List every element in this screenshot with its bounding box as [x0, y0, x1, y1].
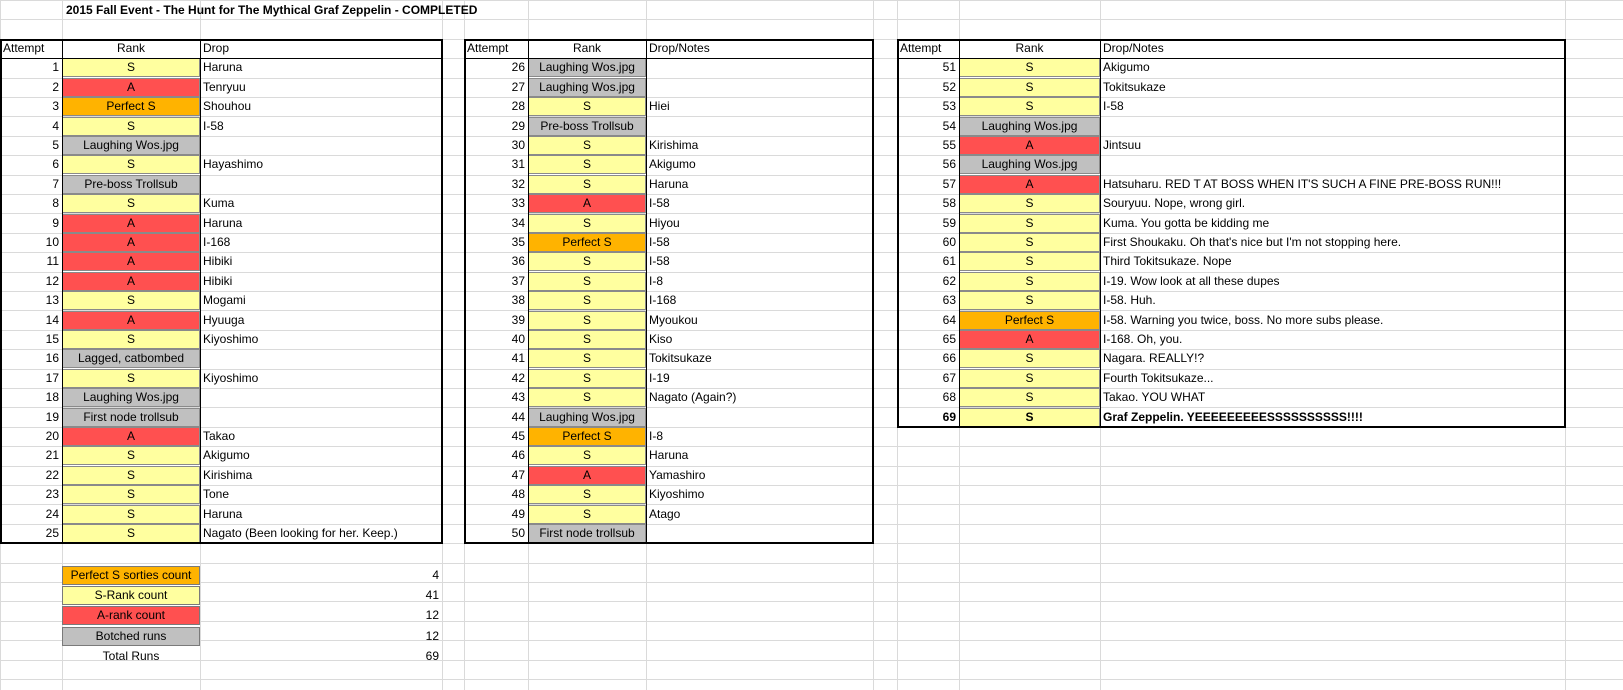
rank-cell[interactable]: S [959, 194, 1100, 213]
rank-cell[interactable]: A [959, 136, 1100, 155]
attempt-number-cell[interactable]: 30 [511, 138, 525, 152]
attempt-number-cell[interactable]: 32 [511, 176, 525, 191]
attempt-number-cell[interactable]: 57 [942, 176, 956, 191]
drop-cell[interactable]: Tenryuu [203, 79, 246, 94]
header-attempt[interactable]: Attempt [467, 41, 509, 55]
rank-cell[interactable]: Laughing Wos.jpg [62, 136, 200, 155]
rank-cell[interactable]: S [528, 446, 646, 465]
rank-cell[interactable]: Perfect S [528, 233, 646, 252]
drop-cell[interactable]: I-8 [649, 273, 664, 288]
drop-cell[interactable]: Takao [203, 429, 236, 443]
attempt-number-cell[interactable]: 15 [45, 332, 59, 346]
drop-cell[interactable]: Tone [203, 487, 230, 502]
drop-cell[interactable]: I-168 [203, 235, 231, 249]
drop-cell[interactable] [200, 136, 442, 155]
rank-cell[interactable]: S [62, 524, 200, 543]
row-gridline [0, 543, 1623, 544]
rank-cell[interactable]: A [528, 194, 646, 213]
column-separator [646, 39, 647, 543]
attempt-number-cell[interactable]: 49 [511, 506, 525, 521]
rank-cell[interactable]: S [959, 252, 1100, 271]
drop-cell[interactable]: Hiei [649, 99, 670, 114]
attempt-number-cell[interactable]: 47 [511, 467, 525, 482]
header-attempt[interactable]: Attempt [900, 41, 942, 55]
attempt-number-cell[interactable]: 46 [511, 448, 525, 463]
rank-cell[interactable]: Laughing Wos.jpg [528, 58, 646, 77]
drop-cell[interactable] [646, 117, 873, 136]
attempt-number-cell[interactable]: 27 [511, 79, 525, 94]
rank-cell[interactable]: S [959, 214, 1100, 233]
attempt-number-cell[interactable]: 24 [45, 506, 59, 521]
summary-label[interactable]: Perfect S sorties count [62, 566, 200, 585]
drop-cell[interactable]: I-58. Huh. [1103, 293, 1156, 308]
attempt-number-cell[interactable]: 43 [511, 390, 525, 405]
summary-value[interactable]: 69 [425, 648, 439, 663]
rank-cell[interactable]: Perfect S [528, 427, 646, 446]
drop-cell[interactable]: Shouhou [203, 99, 252, 114]
drop-cell[interactable]: I-58 [649, 235, 670, 249]
drop-cell[interactable]: Kiso [649, 332, 673, 346]
rank-cell[interactable]: S [62, 155, 200, 174]
attempt-number-cell[interactable]: 34 [511, 215, 525, 230]
attempt-number-cell[interactable]: 18 [45, 390, 59, 405]
drop-cell[interactable]: Hayashimo [203, 157, 264, 172]
attempt-number-cell[interactable]: 4 [52, 118, 59, 133]
attempt-number-cell[interactable]: 28 [511, 99, 525, 114]
header-drop[interactable]: Drop/Notes [649, 41, 710, 55]
drop-cell[interactable]: Haruna [203, 506, 243, 521]
rank-cell[interactable]: S [528, 291, 646, 310]
rank-cell[interactable]: S [959, 369, 1100, 388]
rank-cell[interactable]: S [528, 485, 646, 504]
attempt-number-cell[interactable]: 14 [45, 312, 59, 327]
rank-cell[interactable]: S [959, 58, 1100, 77]
attempt-number-cell[interactable]: 51 [942, 60, 956, 75]
drop-cell[interactable]: Kirishima [649, 138, 699, 152]
drop-cell[interactable]: Haruna [649, 448, 689, 463]
column-gridline [442, 0, 443, 690]
attempt-number-cell[interactable]: 41 [511, 351, 525, 366]
drop-cell[interactable] [646, 408, 873, 427]
drop-cell[interactable]: Nagara. REALLY!? [1103, 351, 1205, 366]
attempt-number-cell[interactable]: 33 [511, 196, 525, 211]
drop-cell[interactable]: Atago [649, 506, 681, 521]
drop-cell[interactable]: Myoukou [649, 312, 698, 327]
attempt-number-cell[interactable]: 11 [46, 254, 59, 269]
column-gridline [873, 0, 874, 690]
rank-cell[interactable]: S [62, 330, 200, 349]
drop-cell[interactable]: Kiyoshimo [203, 370, 259, 385]
drop-cell[interactable]: I-58 [649, 254, 670, 269]
rank-cell[interactable]: A [62, 427, 200, 446]
rank-cell[interactable]: S [528, 214, 646, 233]
drop-cell[interactable]: Souryuu. Nope, wrong girl. [1103, 196, 1246, 211]
attempt-number-cell[interactable]: 12 [45, 273, 59, 288]
attempt-number-cell[interactable]: 26 [511, 60, 525, 75]
drop-cell[interactable]: I-8 [649, 429, 664, 443]
header-underline [897, 58, 1565, 59]
attempt-number-cell[interactable]: 64 [942, 312, 956, 327]
attempt-number-cell[interactable]: 10 [45, 235, 59, 249]
rank-cell[interactable]: S [528, 272, 646, 291]
summary-label[interactable]: Total Runs [102, 648, 160, 663]
drop-cell[interactable]: I-168 [649, 293, 677, 308]
rank-cell[interactable]: S [62, 291, 200, 310]
rank-cell[interactable]: Laughing Wos.jpg [528, 408, 646, 427]
summary-label[interactable]: Botched runs [62, 627, 200, 646]
rank-cell[interactable]: S [528, 136, 646, 155]
rank-cell[interactable]: Lagged, catbombed [62, 349, 200, 368]
attempt-number-cell[interactable]: 31 [511, 157, 525, 172]
drop-cell[interactable]: Nagato (Been looking for her. Keep.) [203, 526, 398, 540]
attempt-number-cell[interactable]: 1 [52, 60, 59, 75]
drop-cell[interactable]: Hibiki [203, 273, 233, 288]
row-gridline [0, 679, 1623, 680]
summary-value[interactable]: 12 [425, 628, 439, 643]
drop-cell[interactable]: Takao. YOU WHAT [1103, 390, 1206, 405]
sheet-title[interactable]: 2015 Fall Event - The Hunt for The Mythical Graf Zeppelin - COMPLETED [66, 3, 478, 17]
attempt-number-cell[interactable]: 37 [511, 273, 525, 288]
attempt-number-cell[interactable]: 22 [45, 467, 59, 482]
header-drop[interactable]: Drop/Notes [1103, 41, 1164, 55]
rank-cell[interactable]: A [62, 252, 200, 271]
rank-cell[interactable]: S [959, 78, 1100, 97]
attempt-number-cell[interactable]: 59 [942, 215, 956, 230]
rank-cell[interactable]: A [62, 311, 200, 330]
drop-cell[interactable]: Haruna [203, 215, 243, 230]
drop-cell[interactable] [1100, 117, 1565, 136]
drop-cell[interactable]: Third Tokitsukaze. Nope [1103, 254, 1232, 269]
rank-cell[interactable]: First node trollsub [62, 408, 200, 427]
drop-cell[interactable]: Kuma [203, 196, 235, 211]
header-underline [0, 58, 442, 59]
rank-cell[interactable]: S [959, 388, 1100, 407]
drop-cell[interactable]: Fourth Tokitsukaze... [1103, 370, 1214, 385]
drop-cell[interactable]: Haruna [203, 60, 243, 75]
attempt-number-cell[interactable]: 48 [511, 487, 525, 502]
attempt-number-cell[interactable]: 40 [511, 332, 525, 346]
attempt-number-cell[interactable]: 29 [511, 118, 525, 133]
attempt-number-cell[interactable]: 21 [45, 448, 59, 463]
rank-cell[interactable]: Pre-boss Trollsub [62, 175, 200, 194]
attempt-number-cell[interactable]: 65 [942, 332, 956, 346]
column-separator [959, 39, 960, 427]
drop-cell[interactable] [646, 524, 873, 543]
summary-value[interactable]: 41 [425, 588, 439, 603]
drop-cell[interactable]: Hiyou [649, 215, 680, 230]
attempt-number-cell[interactable]: 39 [511, 312, 525, 327]
attempt-number-cell[interactable]: 6 [52, 157, 59, 172]
rank-cell[interactable]: S [528, 155, 646, 174]
rank-cell[interactable]: S [959, 291, 1100, 310]
rank-cell[interactable]: Laughing Wos.jpg [528, 78, 646, 97]
drop-cell[interactable]: I-58 [1103, 99, 1124, 114]
header-rank[interactable]: Rank [1015, 41, 1044, 55]
attempt-number-cell[interactable]: 56 [942, 157, 956, 172]
attempt-number-cell[interactable]: 16 [45, 351, 59, 366]
rank-cell[interactable]: S [528, 388, 646, 407]
attempt-number-cell[interactable]: 50 [511, 526, 525, 540]
drop-cell[interactable]: I-58. Warning you twice, boss. No more subs please. [1103, 312, 1384, 327]
column-separator [62, 39, 63, 543]
summary-label[interactable]: S-Rank count [62, 586, 200, 605]
rank-cell[interactable]: Laughing Wos.jpg [959, 117, 1100, 136]
drop-cell[interactable]: Kiyoshimo [649, 487, 705, 502]
attempt-number-cell[interactable]: 45 [511, 429, 525, 443]
column-separator [1100, 39, 1101, 427]
drop-cell[interactable]: Tokitsukaze [1103, 79, 1166, 94]
rank-cell[interactable]: Pre-boss Trollsub [528, 117, 646, 136]
row-gridline [0, 563, 1623, 564]
drop-cell[interactable]: Kiyoshimo [203, 332, 259, 346]
rank-cell[interactable]: S [959, 233, 1100, 252]
rank-cell[interactable]: S [528, 175, 646, 194]
rank-cell[interactable]: S [528, 252, 646, 271]
attempt-number-cell[interactable]: 8 [52, 196, 59, 211]
rank-cell[interactable]: S [62, 505, 200, 524]
drop-cell[interactable]: Hyuuga [203, 312, 245, 327]
attempt-number-cell[interactable]: 54 [942, 118, 956, 133]
drop-cell[interactable]: Hatsuharu. RED T AT BOSS WHEN IT'S SUCH A FINE PRE-BOSS RUN!!! [1103, 176, 1502, 191]
rank-cell[interactable]: S [62, 485, 200, 504]
attempt-number-cell[interactable]: 53 [942, 99, 956, 114]
summary-value[interactable]: 12 [425, 608, 439, 623]
drop-cell[interactable] [1100, 155, 1565, 174]
drop-cell[interactable] [200, 388, 442, 407]
attempt-number-cell[interactable]: 3 [52, 99, 59, 114]
drop-cell[interactable]: Haruna [649, 176, 689, 191]
attempt-number-cell[interactable]: 25 [45, 526, 59, 540]
drop-cell[interactable] [646, 78, 873, 97]
rank-cell[interactable]: S [528, 311, 646, 330]
attempt-number-cell[interactable]: 20 [45, 429, 59, 443]
header-rank[interactable]: Rank [116, 41, 145, 55]
rank-cell[interactable]: A [62, 233, 200, 252]
attempt-number-cell[interactable]: 19 [45, 409, 59, 424]
drop-cell[interactable]: Yamashiro [649, 467, 706, 482]
header-rank[interactable]: Rank [572, 41, 601, 55]
rank-cell[interactable]: S [528, 349, 646, 368]
attempt-number-cell[interactable]: 67 [942, 370, 956, 385]
rank-cell[interactable]: A [62, 272, 200, 291]
drop-cell[interactable]: I-168. Oh, you. [1103, 332, 1183, 346]
attempt-number-cell[interactable]: 61 [942, 254, 956, 269]
attempt-number-cell[interactable]: 7 [52, 176, 59, 191]
attempt-number-cell[interactable]: 58 [942, 196, 956, 211]
attempt-number-cell[interactable]: 62 [942, 273, 956, 288]
rank-cell[interactable]: S [959, 408, 1100, 427]
drop-cell[interactable]: Tokitsukaze [649, 351, 712, 366]
attempt-number-cell[interactable]: 2 [52, 79, 59, 94]
rank-cell[interactable]: Perfect S [959, 311, 1100, 330]
summary-label[interactable]: A-rank count [62, 606, 200, 625]
drop-cell[interactable]: Kirishima [203, 467, 253, 482]
drop-cell[interactable] [646, 58, 873, 77]
rank-cell[interactable]: Perfect S [62, 97, 200, 116]
attempt-number-cell[interactable]: 52 [942, 79, 956, 94]
attempt-number-cell[interactable]: 63 [942, 293, 956, 308]
attempt-number-cell[interactable]: 36 [511, 254, 525, 269]
attempt-number-cell[interactable]: 68 [942, 390, 956, 405]
rank-cell[interactable]: A [528, 466, 646, 485]
attempt-number-cell[interactable]: 23 [45, 487, 59, 502]
rank-cell[interactable]: S [959, 349, 1100, 368]
attempt-number-cell[interactable]: 55 [942, 138, 956, 152]
rank-cell[interactable]: A [62, 214, 200, 233]
attempt-number-cell[interactable]: 17 [45, 370, 59, 385]
rank-cell[interactable]: S [62, 194, 200, 213]
drop-cell[interactable]: Kuma. You gotta be kidding me [1103, 215, 1270, 230]
header-drop[interactable]: Drop [203, 41, 230, 55]
rank-cell[interactable]: S [62, 58, 200, 77]
drop-cell[interactable]: Akigumo [1103, 60, 1150, 75]
drop-cell[interactable]: I-58 [203, 118, 224, 133]
drop-cell[interactable]: I-58 [649, 196, 670, 211]
drop-cell[interactable]: Graf Zeppelin. YEEEEEEEEESSSSSSSSSS!!!! [1103, 409, 1363, 424]
header-underline [464, 58, 873, 59]
rank-cell[interactable]: S [62, 466, 200, 485]
attempt-number-cell[interactable]: 69 [942, 409, 956, 424]
attempt-number-cell[interactable]: 9 [52, 215, 59, 230]
drop-cell[interactable]: Akigumo [649, 157, 696, 172]
rank-cell[interactable]: Laughing Wos.jpg [62, 388, 200, 407]
drop-cell[interactable] [200, 175, 442, 194]
rank-cell[interactable]: S [528, 369, 646, 388]
drop-cell[interactable] [200, 408, 442, 427]
summary-value[interactable]: 4 [432, 568, 439, 582]
column-separator [528, 39, 529, 543]
drop-cell[interactable]: Mogami [203, 293, 246, 308]
attempt-number-cell[interactable]: 13 [45, 293, 59, 308]
rank-cell[interactable]: S [62, 446, 200, 465]
rank-cell[interactable]: Laughing Wos.jpg [959, 155, 1100, 174]
drop-cell[interactable]: Hibiki [203, 254, 233, 269]
rank-cell[interactable]: S [62, 369, 200, 388]
attempt-number-cell[interactable]: 60 [942, 235, 956, 249]
drop-cell[interactable] [200, 349, 442, 368]
rank-cell[interactable]: S [528, 330, 646, 349]
drop-cell[interactable]: I-19 [649, 370, 670, 385]
drop-cell[interactable]: Jintsuu [1103, 138, 1142, 152]
drop-cell[interactable]: I-19. Wow look at all these dupes [1103, 273, 1280, 288]
rank-cell[interactable]: A [959, 330, 1100, 349]
attempt-number-cell[interactable]: 5 [52, 138, 59, 152]
rank-cell[interactable]: S [959, 272, 1100, 291]
attempt-number-cell[interactable]: 66 [942, 351, 956, 366]
rank-cell[interactable]: S [62, 117, 200, 136]
rank-cell[interactable]: First node trollsub [528, 524, 646, 543]
column-separator [200, 39, 201, 543]
drop-cell[interactable]: First Shoukaku. Oh that's nice but I'm not stopping here. [1103, 235, 1402, 249]
column-gridline [1565, 0, 1566, 690]
attempt-number-cell[interactable]: 35 [511, 235, 525, 249]
attempt-number-cell[interactable]: 38 [511, 293, 525, 308]
rank-cell[interactable]: S [959, 97, 1100, 116]
drop-cell[interactable]: Akigumo [203, 448, 250, 463]
rank-cell[interactable]: S [528, 505, 646, 524]
attempt-number-cell[interactable]: 44 [511, 409, 525, 424]
rank-cell[interactable]: A [62, 78, 200, 97]
drop-cell[interactable]: Nagato (Again?) [649, 390, 737, 405]
header-attempt[interactable]: Attempt [3, 41, 45, 55]
attempt-number-cell[interactable]: 42 [511, 370, 525, 385]
rank-cell[interactable]: A [959, 175, 1100, 194]
rank-cell[interactable]: S [528, 97, 646, 116]
